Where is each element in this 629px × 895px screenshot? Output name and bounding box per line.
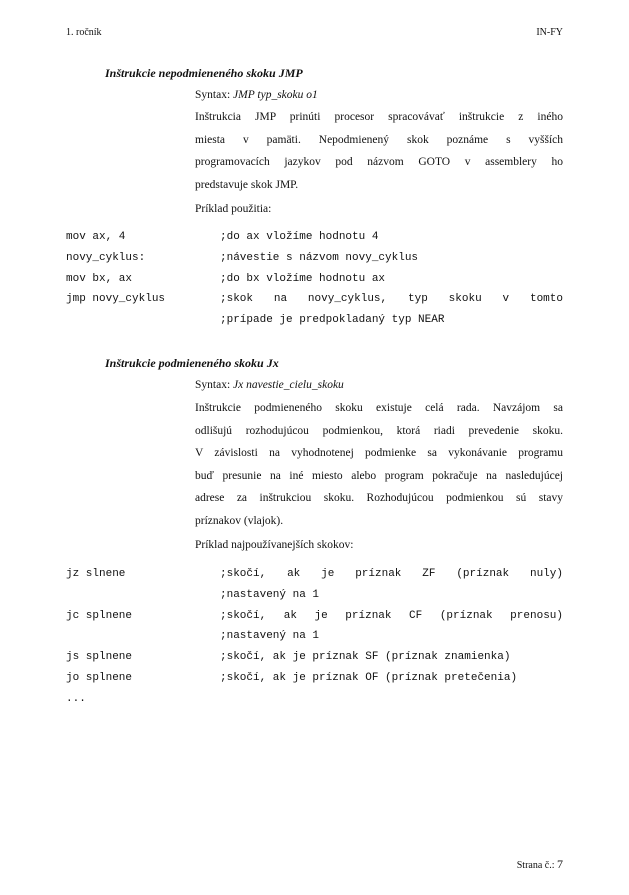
code-comment: ;skočí, ak je príznak CF (príznak prenosu) [220,609,563,622]
code-line [66,568,563,589]
syntax-line-jmp [195,89,318,101]
code-comment: ;skočí, ak je príznak ZF (príznak nuly) [220,568,563,580]
paragraph-line: buď presunie na iné miesto alebo program pokračuje na nasledujúcej [195,469,563,482]
code-block-jx [66,568,563,714]
paragraph-line: Inštrukcia JMP prinúti procesor spracovávať inštrukcie z iného [195,111,563,123]
syntax-label: Syntax: [195,379,231,391]
paragraph-line: predstavuje skok JMP. [195,178,299,191]
paragraph-line: odlišujú rozhodujúcou podmienkou, ktorá riadi prevedenie skoku. [195,424,563,437]
code-comment: ;do bx vložíme hodnotu ax [220,272,386,285]
example-label-jmp: Príklad použitia: [195,203,272,215]
section-title-jx: Inštrukcie podmieneného skoku Jx [105,356,279,370]
code-comment: ;skočí, ak je príznak SF (príznak znamienka) [220,651,511,664]
code-instruction: jmp novy_cyklus [66,293,166,306]
code-instruction: mov ax, 4 [66,231,126,243]
code-line [66,273,563,294]
code-line [66,314,563,335]
section-title-jmp: Inštrukcie nepodmieneného skoku JMP [105,66,303,80]
code-line [66,231,563,252]
example-label-jx: Príklad najpoužívanejších skokov: [195,539,354,551]
code-comment: ;skok na novy_cyklus, typ skoku v tomto [220,293,563,306]
code-block-jmp [66,231,563,335]
code-instruction: jc splnene [66,609,133,622]
code-comment: ;prípade je predpokladaný typ NEAR [220,314,445,327]
code-instruction: mov bx, ax [66,272,133,285]
page-number: 7 [557,857,563,871]
header-subject: IN-FY [536,27,563,38]
code-comment: ;nastavený na 1 [220,588,320,601]
paragraph-line: miesta v pamäti. Nepodmienený skok poznáme s vyšších [195,133,563,146]
page-footer [517,857,563,872]
code-comment: ;návestie s názvom novy_cyklus [220,251,419,264]
page-label: Strana č.: [516,860,555,871]
code-instruction: js splnene [66,651,133,664]
code-instruction: ... [66,692,86,705]
syntax-line-jx [195,379,344,391]
paragraph-line: Inštrukcie podmieneného skoku existuje celá rada. Navzájom sa [195,402,563,414]
syntax-label: Syntax: [195,89,231,101]
code-instruction: jz slnene [66,568,126,580]
paragraph-line: V závislosti na vyhodnotenej podmienke sa vykonávanie programu [195,447,563,460]
code-line [66,672,563,693]
code-line [66,651,563,672]
code-line [66,252,563,273]
code-comment: ;skočí, ak je príznak OF (príznak pretečenia) [220,671,518,684]
code-instruction: jo splnene [66,671,133,684]
header-course: 1. ročník [66,27,102,38]
syntax-code: Jx navestie_cielu_skoku [233,379,344,391]
paragraph-jmp [195,106,563,196]
code-comment: ;nastavený na 1 [220,630,320,643]
code-line [66,630,563,651]
syntax-code: JMP typ_skoku o1 [233,89,318,101]
code-line [66,693,563,714]
paragraph-line: adrese za inštrukciou skoku. Rozhodujúcou podmienkou sú stavy [195,492,563,505]
paragraph-jx [195,397,563,533]
paragraph-line: príznakov (vlajok). [195,514,284,527]
code-comment: ;do ax vložíme hodnotu 4 [220,231,379,243]
paragraph-line: programovacích jazykov pod názvom GOTO v assemblery ho [195,156,563,169]
code-line [66,293,563,314]
code-line [66,610,563,631]
code-instruction: novy_cyklus: [66,251,146,264]
code-line [66,589,563,610]
